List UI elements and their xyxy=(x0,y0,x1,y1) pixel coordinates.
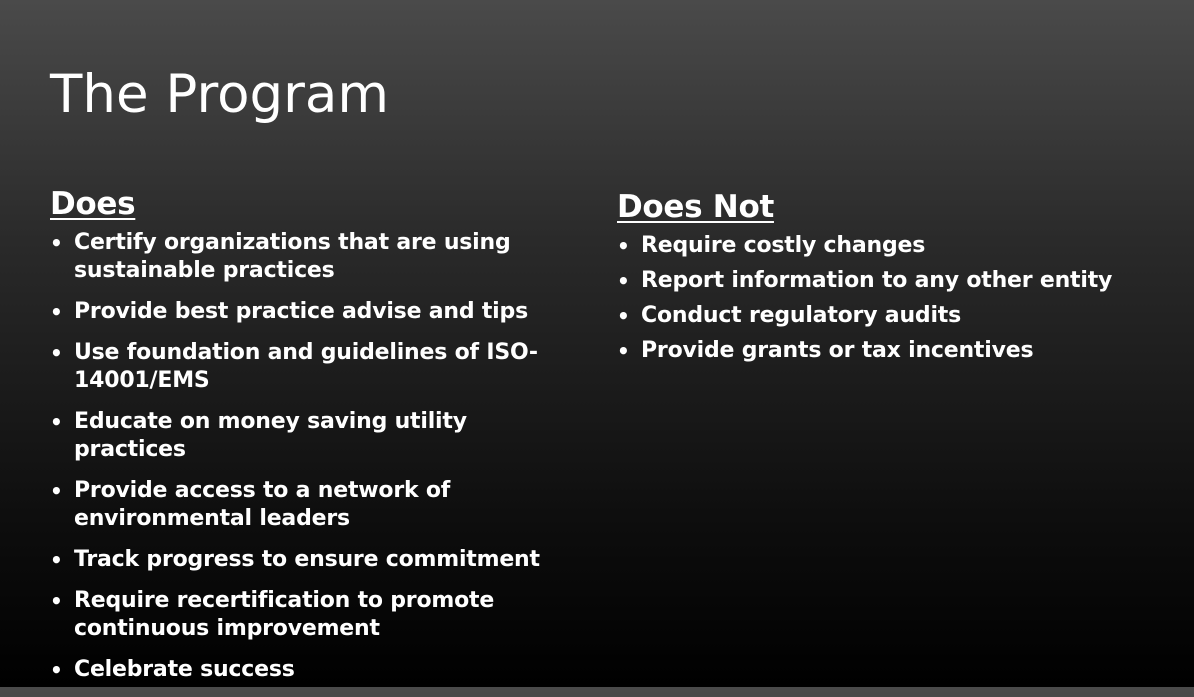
bullet-icon: • xyxy=(617,339,630,364)
list-item xyxy=(50,298,570,326)
list-item xyxy=(50,229,570,285)
list-item-text: Conduct regulatory audits xyxy=(641,303,962,329)
does-not-heading: Does Not xyxy=(617,189,774,225)
list-item-text: Provide best practice advise and tips xyxy=(74,299,528,325)
list-item-text: Provide access to a network of environmental leaders xyxy=(74,478,451,532)
list-item-text: Require costly changes xyxy=(641,233,926,259)
list-item-text: Track progress to ensure commitment xyxy=(74,547,540,573)
list-item xyxy=(617,267,1177,295)
does-not-list xyxy=(617,232,1177,365)
list-item xyxy=(50,656,570,684)
list-item xyxy=(617,232,1177,260)
list-item xyxy=(50,546,570,574)
bullet-icon: • xyxy=(50,300,63,325)
does-not-column xyxy=(617,189,1177,372)
slide-title: The Program xyxy=(50,64,390,125)
bullet-icon: • xyxy=(50,410,63,435)
does-heading: Does xyxy=(50,186,136,222)
bullet-icon: • xyxy=(50,341,63,366)
list-item-text: Celebrate success xyxy=(74,657,295,683)
bullet-icon: • xyxy=(50,658,63,683)
list-item-text: Educate on money saving utility practices xyxy=(74,409,467,463)
list-item xyxy=(617,337,1177,365)
bullet-icon: • xyxy=(50,231,63,256)
bullet-icon: • xyxy=(617,269,630,294)
bullet-icon: • xyxy=(50,589,63,614)
bullet-icon: • xyxy=(50,548,63,573)
list-item xyxy=(50,587,570,643)
bullet-icon: • xyxy=(617,234,630,259)
list-item-text: Require recertification to promote continuous improvement xyxy=(74,588,495,642)
list-item xyxy=(50,408,570,464)
list-item-text: Provide grants or tax incentives xyxy=(641,338,1034,364)
bullet-icon: • xyxy=(617,304,630,329)
list-item xyxy=(617,302,1177,330)
does-column xyxy=(50,186,570,697)
list-item-text: Report information to any other entity xyxy=(641,268,1113,294)
does-list xyxy=(50,229,570,684)
list-item-text: Use foundation and guidelines of ISO-14001/EMS xyxy=(74,340,538,394)
list-item xyxy=(50,477,570,533)
list-item-text: Certify organizations that are using sustainable practices xyxy=(74,230,511,284)
list-item xyxy=(50,339,570,395)
bullet-icon: • xyxy=(50,479,63,504)
